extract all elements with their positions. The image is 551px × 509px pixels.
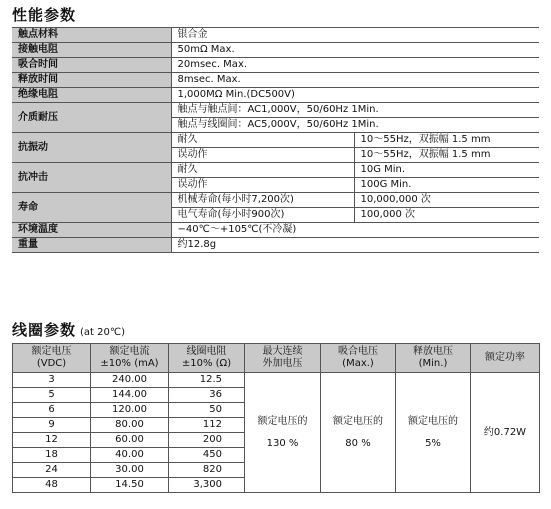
cell-max-voltage bbox=[245, 373, 321, 493]
cell-resistance: 112 bbox=[169, 418, 245, 433]
row-label: 环境温度 bbox=[12, 223, 171, 238]
row-value: 50mΩ Max. bbox=[171, 43, 539, 58]
table-row bbox=[12, 193, 539, 208]
cell-resistance: 200 bbox=[169, 433, 245, 448]
header-text: 线圈电阻 ±10% (Ω) bbox=[181, 346, 232, 369]
col-header-coil-resistance bbox=[169, 344, 245, 373]
table-row bbox=[12, 43, 539, 58]
cell-voltage: 24 bbox=[13, 463, 91, 478]
cell-resistance: 36 bbox=[169, 388, 245, 403]
merged-text: 130 % bbox=[266, 437, 299, 449]
row-label: 绝缘电阻 bbox=[12, 88, 171, 103]
table-row bbox=[12, 163, 539, 178]
row-value: 10～55Hz，双振幅 1.5 mm bbox=[354, 133, 539, 148]
row-value: 触点与触点间：AC1,000V，50/60Hz 1Min. bbox=[171, 103, 539, 118]
cell-voltage: 12 bbox=[13, 433, 91, 448]
col-header-rated-voltage bbox=[13, 344, 91, 373]
table-header-row bbox=[13, 344, 540, 373]
row-label: 触点材料 bbox=[12, 28, 171, 43]
row-value: 约12.8g bbox=[171, 238, 539, 253]
performance-table bbox=[12, 27, 539, 253]
header-text: 额定功率 bbox=[485, 352, 525, 363]
col-header-rated-current bbox=[91, 344, 169, 373]
row-value: 100,000 次 bbox=[354, 208, 539, 223]
table-row bbox=[12, 88, 539, 103]
coil-subtitle: (at 20℃) bbox=[80, 327, 126, 338]
row-sublabel: 电气寿命(每小时900次) bbox=[171, 208, 354, 223]
merged-text: 额定电压的 bbox=[257, 415, 308, 427]
header-text: 额定电流 ±10% (mA) bbox=[100, 346, 159, 369]
col-header-release-voltage bbox=[396, 344, 471, 373]
cell-rated-power: 约0.72W bbox=[471, 373, 540, 493]
cell-voltage: 3 bbox=[13, 373, 91, 388]
cell-voltage: 9 bbox=[13, 418, 91, 433]
coil-table bbox=[12, 343, 540, 493]
cell-voltage: 6 bbox=[13, 403, 91, 418]
row-value: 触点与线圈间：AC5,000V，50/60Hz 1Min. bbox=[171, 118, 539, 133]
cell-current: 40.00 bbox=[91, 448, 169, 463]
header-text: 额定电压 (VDC) bbox=[31, 346, 72, 369]
cell-current: 30.00 bbox=[91, 463, 169, 478]
merged-text: 5% bbox=[425, 437, 441, 449]
cell-resistance: 50 bbox=[169, 403, 245, 418]
table-row bbox=[12, 58, 539, 73]
cell-voltage: 5 bbox=[13, 388, 91, 403]
row-value: 银合金 bbox=[171, 28, 539, 43]
row-sublabel: 耐久 bbox=[171, 133, 354, 148]
row-sublabel: 误动作 bbox=[171, 178, 354, 193]
merged-text: 额定电压的 bbox=[333, 415, 383, 427]
header-text: 释放电压 (Min.) bbox=[413, 346, 453, 369]
row-value: 20msec. Max. bbox=[171, 58, 539, 73]
cell-resistance: 12.5 bbox=[169, 373, 245, 388]
coil-title bbox=[12, 319, 125, 340]
table-row bbox=[12, 28, 539, 43]
row-value: 10G Min. bbox=[354, 163, 539, 178]
table-row bbox=[13, 373, 540, 388]
row-label: 介质耐压 bbox=[12, 103, 171, 133]
row-value: −40℃～+105℃(不冷凝) bbox=[171, 223, 539, 238]
row-value: 10～55Hz，双振幅 1.5 mm bbox=[354, 148, 539, 163]
table-row bbox=[12, 73, 539, 88]
performance-title: 性能参数 bbox=[12, 6, 77, 24]
col-header-pickup-voltage bbox=[321, 344, 396, 373]
row-label: 重量 bbox=[12, 238, 171, 253]
row-label: 吸合时间 bbox=[12, 58, 171, 73]
table-row bbox=[12, 133, 539, 148]
row-label: 接触电阻 bbox=[12, 43, 171, 58]
coil-title-text: 线圈参数 bbox=[12, 321, 77, 339]
table-row bbox=[12, 103, 539, 118]
row-value: 8msec. Max. bbox=[171, 73, 539, 88]
merged-text: 额定电压的 bbox=[408, 415, 458, 427]
col-header-rated-power bbox=[471, 344, 540, 373]
row-value: 1,000MΩ Min.(DC500V) bbox=[171, 88, 539, 103]
row-value: 10,000,000 次 bbox=[354, 193, 539, 208]
table-row bbox=[12, 223, 539, 238]
merged-text: 80 % bbox=[345, 437, 371, 449]
cell-current: 80.00 bbox=[91, 418, 169, 433]
cell-resistance: 820 bbox=[169, 463, 245, 478]
cell-current: 120.00 bbox=[91, 403, 169, 418]
row-label: 释放时间 bbox=[12, 73, 171, 88]
cell-pickup-voltage bbox=[321, 373, 396, 493]
col-header-max-voltage bbox=[245, 344, 321, 373]
cell-current: 60.00 bbox=[91, 433, 169, 448]
cell-release-voltage bbox=[396, 373, 471, 493]
row-label: 寿命 bbox=[12, 193, 171, 223]
row-sublabel: 误动作 bbox=[171, 148, 354, 163]
header-text: 最大连续 外加电压 bbox=[262, 346, 303, 369]
row-sublabel: 耐久 bbox=[171, 163, 354, 178]
cell-resistance: 450 bbox=[169, 448, 245, 463]
row-value: 100G Min. bbox=[354, 178, 539, 193]
cell-voltage: 18 bbox=[13, 448, 91, 463]
header-text: 吸合电压 (Max.) bbox=[338, 346, 378, 369]
table-row bbox=[12, 238, 539, 253]
cell-voltage: 48 bbox=[13, 478, 91, 493]
cell-current: 14.50 bbox=[91, 478, 169, 493]
cell-current: 240.00 bbox=[91, 373, 169, 388]
cell-current: 144.00 bbox=[91, 388, 169, 403]
cell-resistance: 3,300 bbox=[169, 478, 245, 493]
row-label: 抗振动 bbox=[12, 133, 171, 163]
row-label: 抗冲击 bbox=[12, 163, 171, 193]
row-sublabel: 机械寿命(每小时7,200次) bbox=[171, 193, 354, 208]
